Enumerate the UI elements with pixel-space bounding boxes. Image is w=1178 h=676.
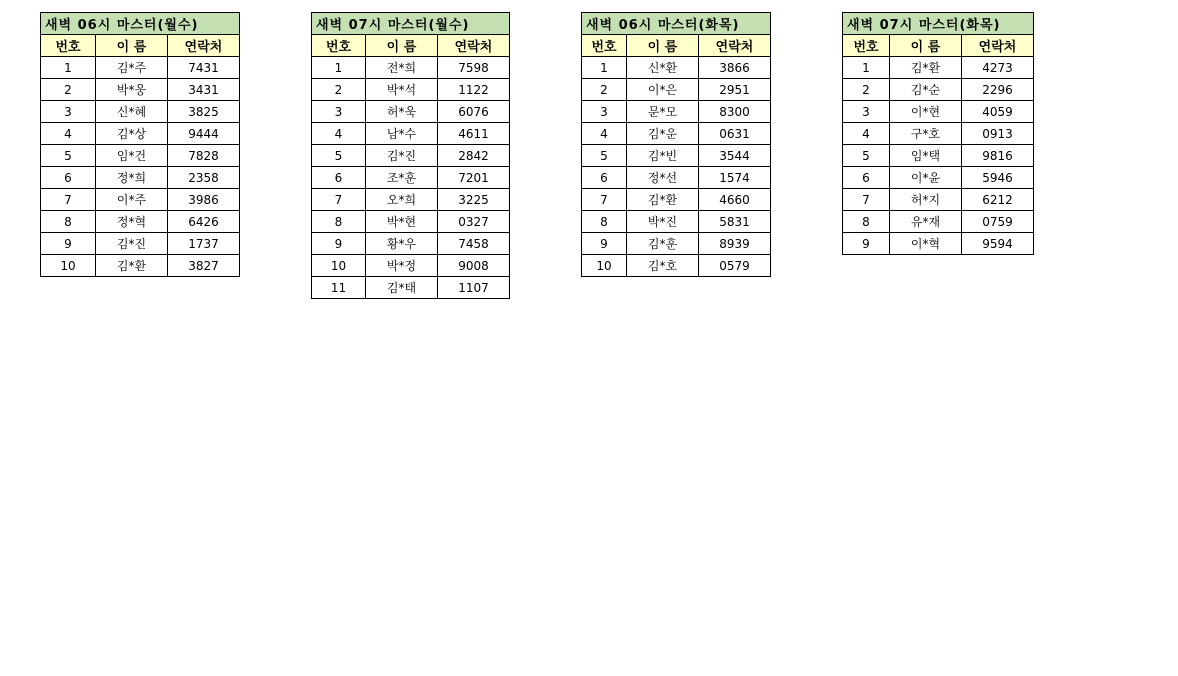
table-row — [41, 189, 240, 211]
table-row — [582, 167, 771, 189]
table-row — [312, 167, 510, 189]
cell-name: 김*주 — [96, 57, 168, 79]
cell-contact: 4273 — [962, 57, 1034, 79]
table-row — [41, 57, 240, 79]
cell-contact: 3986 — [168, 189, 240, 211]
header-name: 이 름 — [890, 35, 962, 57]
cell-name: 이*혁 — [890, 233, 962, 255]
table-row — [843, 123, 1034, 145]
cell-name: 유*재 — [890, 211, 962, 233]
cell-name: 이*현 — [890, 101, 962, 123]
cell-contact: 7828 — [168, 145, 240, 167]
cell-name: 박*정 — [366, 255, 438, 277]
table-title: 새벽 06시 마스터(월수) — [41, 13, 240, 35]
cell-name: 박*웅 — [96, 79, 168, 101]
cell-name: 이*윤 — [890, 167, 962, 189]
cell-no: 6 — [312, 167, 366, 189]
cell-contact: 1574 — [699, 167, 771, 189]
cell-contact: 4660 — [699, 189, 771, 211]
table-row — [312, 79, 510, 101]
cell-contact: 5831 — [699, 211, 771, 233]
cell-name: 김*환 — [96, 255, 168, 277]
cell-contact: 7598 — [438, 57, 510, 79]
cell-name: 신*혜 — [96, 101, 168, 123]
table-row — [843, 233, 1034, 255]
table-row — [41, 233, 240, 255]
cell-name: 김*환 — [890, 57, 962, 79]
cell-contact: 1122 — [438, 79, 510, 101]
table-row — [312, 57, 510, 79]
cell-contact: 2296 — [962, 79, 1034, 101]
cell-no: 8 — [312, 211, 366, 233]
table-row — [312, 233, 510, 255]
header-no: 번호 — [843, 35, 890, 57]
cell-name: 오*희 — [366, 189, 438, 211]
table-row — [843, 79, 1034, 101]
table-row — [582, 145, 771, 167]
cell-no: 1 — [582, 57, 627, 79]
cell-no: 7 — [582, 189, 627, 211]
cell-no: 10 — [41, 255, 96, 277]
cell-no: 9 — [582, 233, 627, 255]
header-no: 번호 — [582, 35, 627, 57]
table-row — [582, 79, 771, 101]
cell-contact: 9816 — [962, 145, 1034, 167]
table-row — [582, 123, 771, 145]
cell-contact: 0579 — [699, 255, 771, 277]
cell-no: 8 — [582, 211, 627, 233]
cell-contact: 3827 — [168, 255, 240, 277]
table-row — [312, 123, 510, 145]
cell-name: 박*현 — [366, 211, 438, 233]
cell-name: 허*지 — [890, 189, 962, 211]
table-row — [843, 211, 1034, 233]
cell-no: 9 — [41, 233, 96, 255]
cell-contact: 9008 — [438, 255, 510, 277]
cell-no: 6 — [41, 167, 96, 189]
cell-name: 황*우 — [366, 233, 438, 255]
cell-name: 김*환 — [627, 189, 699, 211]
cell-contact: 0631 — [699, 123, 771, 145]
cell-contact: 1107 — [438, 277, 510, 299]
table-row — [41, 101, 240, 123]
cell-contact: 3866 — [699, 57, 771, 79]
cell-name: 구*호 — [890, 123, 962, 145]
cell-no: 10 — [582, 255, 627, 277]
header-contact: 연락처 — [438, 35, 510, 57]
cell-contact: 2842 — [438, 145, 510, 167]
cell-name: 이*주 — [96, 189, 168, 211]
cell-no: 1 — [41, 57, 96, 79]
cell-name: 허*욱 — [366, 101, 438, 123]
cell-contact: 8300 — [699, 101, 771, 123]
header-no: 번호 — [312, 35, 366, 57]
cell-no: 1 — [312, 57, 366, 79]
cell-no: 7 — [843, 189, 890, 211]
table-title: 새벽 07시 마스터(월수) — [312, 13, 510, 35]
table-row — [582, 57, 771, 79]
cell-no: 6 — [843, 167, 890, 189]
cell-contact: 7458 — [438, 233, 510, 255]
cell-name: 신*환 — [627, 57, 699, 79]
cell-no: 4 — [582, 123, 627, 145]
table-row — [312, 145, 510, 167]
cell-no: 2 — [582, 79, 627, 101]
table-row — [843, 167, 1034, 189]
cell-name: 김*상 — [96, 123, 168, 145]
table-row — [312, 211, 510, 233]
table-row — [41, 123, 240, 145]
cell-no: 4 — [41, 123, 96, 145]
cell-no: 9 — [843, 233, 890, 255]
cell-no: 4 — [843, 123, 890, 145]
cell-name: 박*진 — [627, 211, 699, 233]
cell-name: 남*수 — [366, 123, 438, 145]
cell-contact: 3825 — [168, 101, 240, 123]
table-row — [312, 255, 510, 277]
cell-contact: 6212 — [962, 189, 1034, 211]
header-no: 번호 — [41, 35, 96, 57]
table-row — [41, 255, 240, 277]
table-title: 새벽 06시 마스터(화목) — [582, 13, 771, 35]
table-row — [843, 57, 1034, 79]
cell-name: 김*운 — [627, 123, 699, 145]
cell-contact: 4611 — [438, 123, 510, 145]
cell-no: 3 — [41, 101, 96, 123]
header-contact: 연락처 — [168, 35, 240, 57]
table-row — [582, 101, 771, 123]
table-title: 새벽 07시 마스터(화목) — [843, 13, 1034, 35]
table-row — [312, 277, 510, 299]
table-row — [582, 255, 771, 277]
cell-no: 2 — [41, 79, 96, 101]
cell-contact: 4059 — [962, 101, 1034, 123]
cell-name: 문*모 — [627, 101, 699, 123]
cell-no: 8 — [843, 211, 890, 233]
cell-name: 정*희 — [96, 167, 168, 189]
cell-no: 3 — [582, 101, 627, 123]
cell-no: 1 — [843, 57, 890, 79]
cell-no: 8 — [41, 211, 96, 233]
cell-contact: 6426 — [168, 211, 240, 233]
header-contact: 연락처 — [962, 35, 1034, 57]
cell-name: 김*호 — [627, 255, 699, 277]
cell-no: 3 — [312, 101, 366, 123]
schedule-table-2 — [311, 12, 510, 299]
cell-contact: 3431 — [168, 79, 240, 101]
cell-no: 10 — [312, 255, 366, 277]
table-row — [41, 211, 240, 233]
cell-no: 6 — [582, 167, 627, 189]
cell-name: 김*순 — [890, 79, 962, 101]
cell-no: 5 — [843, 145, 890, 167]
schedule-table-3 — [581, 12, 771, 277]
cell-name: 김*빈 — [627, 145, 699, 167]
cell-name: 김*진 — [96, 233, 168, 255]
table-row — [41, 79, 240, 101]
header-name: 이 름 — [96, 35, 168, 57]
cell-contact: 3225 — [438, 189, 510, 211]
cell-contact: 0913 — [962, 123, 1034, 145]
schedule-table-1 — [40, 12, 240, 277]
header-name: 이 름 — [366, 35, 438, 57]
table-row — [312, 189, 510, 211]
schedule-table-4 — [842, 12, 1034, 255]
cell-no: 2 — [312, 79, 366, 101]
cell-name: 전*희 — [366, 57, 438, 79]
cell-contact: 8939 — [699, 233, 771, 255]
cell-name: 김*태 — [366, 277, 438, 299]
cell-no: 7 — [312, 189, 366, 211]
cell-name: 임*건 — [96, 145, 168, 167]
cell-contact: 6076 — [438, 101, 510, 123]
cell-contact: 1737 — [168, 233, 240, 255]
table-row — [41, 167, 240, 189]
cell-no: 5 — [41, 145, 96, 167]
cell-contact: 2951 — [699, 79, 771, 101]
cell-contact: 5946 — [962, 167, 1034, 189]
table-row — [582, 233, 771, 255]
table-row — [843, 101, 1034, 123]
cell-name: 김*훈 — [627, 233, 699, 255]
header-contact: 연락처 — [699, 35, 771, 57]
cell-contact: 9594 — [962, 233, 1034, 255]
cell-name: 이*은 — [627, 79, 699, 101]
cell-contact: 7201 — [438, 167, 510, 189]
cell-contact: 3544 — [699, 145, 771, 167]
cell-contact: 0759 — [962, 211, 1034, 233]
cell-no: 7 — [41, 189, 96, 211]
cell-name: 임*택 — [890, 145, 962, 167]
cell-no: 5 — [312, 145, 366, 167]
cell-name: 김*진 — [366, 145, 438, 167]
cell-no: 3 — [843, 101, 890, 123]
cell-name: 정*선 — [627, 167, 699, 189]
cell-contact: 2358 — [168, 167, 240, 189]
cell-name: 정*혁 — [96, 211, 168, 233]
cell-name: 조*훈 — [366, 167, 438, 189]
table-row — [843, 145, 1034, 167]
cell-contact: 9444 — [168, 123, 240, 145]
cell-contact: 0327 — [438, 211, 510, 233]
cell-no: 9 — [312, 233, 366, 255]
cell-no: 5 — [582, 145, 627, 167]
table-row — [582, 211, 771, 233]
cell-no: 2 — [843, 79, 890, 101]
header-name: 이 름 — [627, 35, 699, 57]
cell-name: 박*석 — [366, 79, 438, 101]
table-row — [41, 145, 240, 167]
cell-no: 4 — [312, 123, 366, 145]
table-row — [843, 189, 1034, 211]
table-row — [582, 189, 771, 211]
table-row — [312, 101, 510, 123]
cell-contact: 7431 — [168, 57, 240, 79]
cell-no: 11 — [312, 277, 366, 299]
